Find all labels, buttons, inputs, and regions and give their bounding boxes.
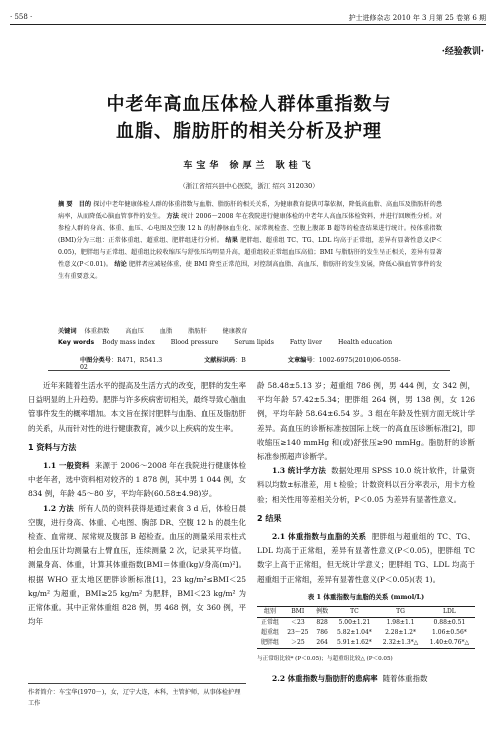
keywords-label: 关键词 <box>58 328 77 335</box>
table-header-cell: LDL <box>443 608 456 616</box>
paragraph-2-2 <box>257 672 475 686</box>
column-label: ·经验教训· <box>441 47 484 57</box>
table-cell: 肥胖组 <box>260 639 279 647</box>
abstract-label: 摘 要 <box>58 201 73 208</box>
article-title-line-2: 血脂、脂肪肝的相关分析及护理 <box>116 121 382 142</box>
table-row <box>257 638 475 649</box>
paragraph-text: 数据处理用 SPSS 10.0 统计软件，计量资料以均数±标准差，用 t 检验；计数资料以百分率表示，用卡方检验；相关性用等差相关分析，P＜0.05 为差异有显著性意义。 <box>257 466 475 504</box>
table-cell: 0.88±0.51 <box>433 619 466 627</box>
abstract-method-label: 方法 <box>166 213 180 220</box>
data-table <box>257 606 475 649</box>
table-cell: 264 <box>316 639 328 647</box>
keyword-en: Body mass index <box>102 339 155 346</box>
table-header-cell: 例数 <box>316 608 329 616</box>
abstract-result: 肥胖组、超重组 TC、TG、LDL 均高于正常组，差异有显著性意义(P＜0.05)，肥胖组与正常组、超重组比较收缩压与舒张压均明显升高，超重组较正常组血压高值；BMI 与脂肪肝的发生呈正相关，差异有显著性意义(P＜0.01)。 <box>58 237 443 268</box>
paragraph-1-2 <box>28 502 246 630</box>
doc-code: B <box>241 357 246 364</box>
affiliation: （浙江省绍兴县中心医院，浙江 绍兴 312030） <box>179 182 319 190</box>
table-cell: 1.06±0.56* <box>432 629 467 637</box>
clc-label: 中图分类号 <box>80 357 111 364</box>
subsection-label: 1.3 统计学方法 <box>272 466 327 476</box>
abstract-method: 统计 2006～2008 年在我院进行健康体检的中老年人高血压体检资料，并进行回顾性分析。对参检人群的身高、体重、血压、心电图及空腹 12 h 的肘静脉血生化、尿常规检查、空腹上腹部 B 超等的检查结果进行统计。按体重指数(BMI)分为三组：正常体重组、超重组、肥胖组进行分析。 <box>58 213 443 244</box>
abstract-aim: 探讨中老年健康体检人群的体重指数与血脂、脂肪肝的相关关系，为健康教育提供可靠依据，降低高血脂、高血压及脂肪肝的患病率，从而降低心脑血管事件的发生。 <box>58 201 443 220</box>
journal-info: 护士进修杂志 2010 年 3 月第 25 卷第 6 期 <box>348 14 486 22</box>
subsection-label: 1.1 一般资料 <box>43 461 90 471</box>
keyword: 血脂 <box>159 328 173 335</box>
paragraph-text: 肥胖组与超重组的 TC、TG、LDL 均高于正常组，差异有显著性意义(P＜0.05)，肥胖组 TC 数字上高于正常组，但无统计学意义；肥胖组 TG、LDL 均高于超重组于正常组，差异有显著性意义(P＜0.05)(表 1)。 <box>257 532 475 584</box>
paragraph-continued: 龄 58.48±5.13 岁；超重组 786 例，男 444 例，女 342 例，平均年龄 57.42±5.34；肥胖组 264 例，男 138 例，女 126 例，平均年龄 58.64±6.54 岁。3 组在年龄及性别方面无统计学差异。高血压的诊断标准按国际上统一的高血压诊断标准[2]，即收缩压≥140 mmHg 和(或)舒张压≥90 mmHg。脂肪肝的诊断标准参照超声诊断学。 <box>257 381 475 462</box>
table-cell: 23～25 <box>287 629 309 637</box>
table-cell: 786 <box>316 629 328 637</box>
table-cell: 2.32±1.3*△ <box>382 639 419 647</box>
abstract-aim-label: 目的 <box>78 201 92 208</box>
article-number: 1002-6975(2010)06-0558-02 <box>80 357 401 371</box>
paragraph-text: 所有人员的资料获得是通过素食 3 d 后，体检日晨空腹，进行身高、体重、心电图、胸部 DR、空腹 12 h 的晨生化检查、血常规、尿常规及腹部 B 超检查。血压的测量采用汞柱式柏会血压计均测量右上臂血压，连续测量 2 次，记录其平均值。测量身高、体重，计算其体重指数[BMI＝体重(kg)/身高(m)²]。根据 WHO 亚太地区肥胖诊断标准[1]，23 kg/m²≤BMI＜25 kg/m² 为超重，BMI≥25 kg/m² 为肥胖，BMI＜23 kg/m² 为正常体重。其中正常体重组 828 例，男 468 例，女 360 例，平均年 <box>28 503 246 627</box>
keywords-english <box>58 339 442 346</box>
clc-number: R471，R541.3 <box>117 357 163 364</box>
intro-paragraph: 近年来随着生活水平的提高及生活方式的改变，肥胖的发生率日益明显的上升趋势。肥胖与许多疾病密切相关，最终导致心脑血管事件发生的概率增加。本文旨在探讨肥胖与血脂、血压及脂肪肝的关系，从而针对性的进行健康教育，减少以上疾病的发生率。 <box>28 381 246 433</box>
subsection-label: 1.2 方法 <box>43 503 74 513</box>
authors: 车宝华 徐厚兰 耿桂飞 <box>183 161 315 171</box>
subsection-label: 2.1 体重指数与血脂的关系 <box>272 532 367 542</box>
page-number: · 558 · <box>10 13 33 21</box>
table-row <box>257 628 475 638</box>
divider <box>48 370 450 371</box>
table-header-cell: 组别 <box>263 608 276 616</box>
keyword-en: Fatty liver <box>289 339 322 346</box>
running-header <box>10 10 486 25</box>
subsection-label: 2.2 体重指数与脂肪肝的患病率 <box>272 674 378 684</box>
keyword: 体重指数 <box>84 328 110 335</box>
table-cell: 1.40±0.76*△ <box>429 639 470 647</box>
keywords-en-label: Key words <box>58 339 95 346</box>
right-column <box>257 379 475 686</box>
table-note: 与正常组比较* (P＜0.05)；与超重组比较△ (P＜0.05) <box>257 656 393 663</box>
paragraph-2-1 <box>257 530 475 587</box>
table-cell: ＜23 <box>291 619 305 627</box>
doc-code-label: 文献标识码 <box>204 357 236 364</box>
section-heading: 1 资料与方法 <box>28 442 77 452</box>
abstract-conclusion: 肥胖者应减轻体重，使 BMI 降至正常范围，对控制高血脂、高血压、脂肪肝的发生发展，降低心脑血管事件的发生有重要意义。 <box>58 261 443 280</box>
keyword-en: Blood pressure <box>170 339 219 346</box>
keyword: 健康教育 <box>222 328 248 335</box>
table-cell: ＞25 <box>291 639 305 647</box>
paragraph-1-1 <box>28 459 246 502</box>
keyword: 脂肪肝 <box>188 328 207 335</box>
classification-line: 中图分类号：R471，R541.3 文献标识码：B 文章编号：1002-6975(2010)06-0558-02 <box>80 357 401 371</box>
table-cell: 5.82±1.04* <box>337 629 372 637</box>
article-title-line-1: 中老年高血压体检人群体重指数与 <box>106 94 392 115</box>
author-footnote: 作者简介：车宝华(1970－)，女，辽宁大连，本科，主管护师，从事体检护理工作 <box>28 683 246 709</box>
abstract-result-label: 结果 <box>225 237 239 244</box>
paragraph-text: 来源于 2006～2008 年在我院进行健康体检中老年者，选中资料相对较齐的 1 878 例，其中男 1 044 例，女 834 例，年龄 45～80 岁，平均年龄(60.58±4.98)岁。 <box>28 461 246 499</box>
abstract <box>58 199 442 283</box>
paragraph-1-3 <box>257 464 475 507</box>
left-column <box>28 379 246 629</box>
table-cell: 5.91±1.62* <box>337 639 372 647</box>
table-header-row <box>257 607 475 618</box>
table-cell: 2.28±1.2* <box>385 629 416 637</box>
table-cell: 5.00±1.21 <box>338 619 371 627</box>
article-number-label: 文章编号 <box>287 357 313 364</box>
keywords <box>58 326 442 335</box>
table-cell: 828 <box>316 619 328 627</box>
table-caption: 表 1 体重指数与血脂的关系 (mmol/L) <box>307 592 425 601</box>
paragraph-text: 随着体重指数 <box>382 674 428 684</box>
keyword: 高血压 <box>125 328 144 335</box>
table-cell: 超重组 <box>260 629 279 637</box>
keyword-en: Health education <box>337 339 393 346</box>
abstract-conclusion-label: 结论 <box>114 261 127 268</box>
section-heading: 2 结果 <box>257 513 282 523</box>
table-header-cell: TG <box>396 608 405 616</box>
keyword-en: Serum lipids <box>234 339 274 346</box>
table-cell: 正常组 <box>260 619 279 627</box>
table-row <box>257 618 475 629</box>
table-header-cell: TC <box>350 608 359 616</box>
table-cell: 1.98±1.1 <box>386 619 415 627</box>
table-header-cell: BMI <box>291 608 305 616</box>
